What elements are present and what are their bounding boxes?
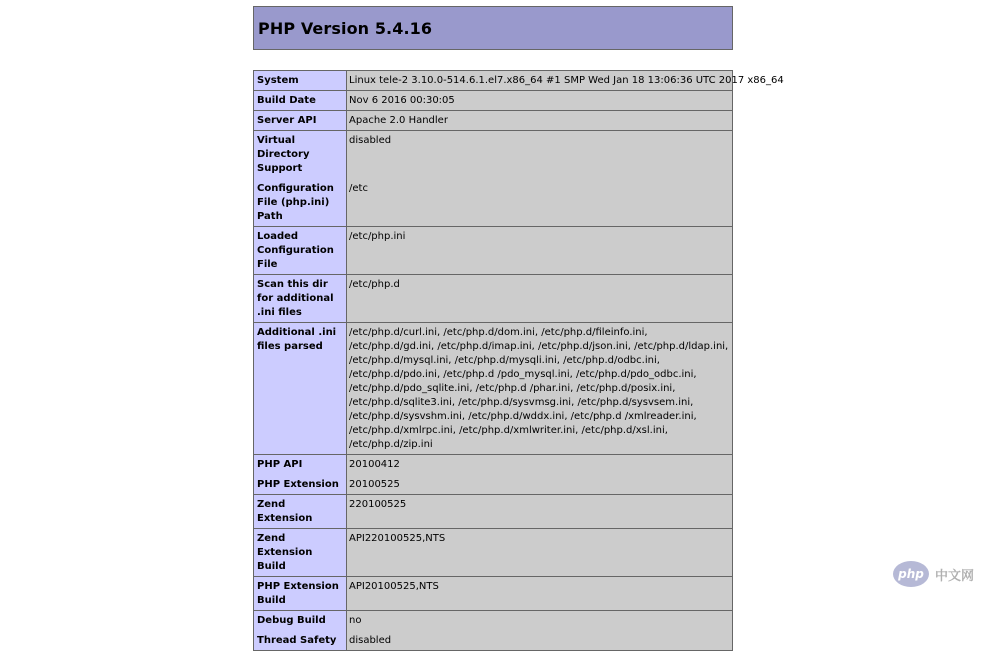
row-label: Thread Safety xyxy=(257,635,337,646)
row-label-group xyxy=(254,131,347,227)
row-value: Nov 6 2016 00:30:05 xyxy=(347,91,733,111)
row-label-group xyxy=(254,455,347,495)
row-value: no xyxy=(349,615,362,626)
row-label: Virtual Directory Support xyxy=(257,135,310,174)
row-label: Debug Build xyxy=(257,615,326,626)
row-value-group xyxy=(347,611,733,651)
row-value: disabled xyxy=(349,635,392,646)
info-table xyxy=(253,70,784,651)
table-row xyxy=(254,529,733,577)
table-row xyxy=(254,131,733,227)
table-row xyxy=(254,611,733,651)
version-header xyxy=(253,6,733,50)
table-row xyxy=(254,227,733,275)
row-value: 220100525 xyxy=(347,495,733,529)
table-row xyxy=(254,275,733,323)
row-label: PHP API xyxy=(257,459,303,470)
row-value: /etc/php.d/curl.ini, /etc/php.d/dom.ini, /etc/php.d/fileinfo.ini, /etc/php.d/gd.ini, /etc/php.d/imap.ini, /etc/php.d/json.ini, /etc/php.d/ldap.ini, /etc/php.d/mysql.ini, /etc/php.d/mysqli.ini, /etc/php.d/odbc.ini, /etc/php.d/pdo.ini, /etc/php.d /pdo_mysql.ini, /etc/php.d/pdo_odbc.ini, /etc/php.d/pdo_sqlite.ini, /etc/php.d /phar.ini, /etc/php.d/posix.ini, /etc/php.d/sqlite3.ini, /etc/php.d/sysvmsg.ini, /etc/php.d/sysvsem.ini, /etc/php.d/sysvshm.ini, /etc/php.d/wddx.ini, /etc/php.d /xmlreader.ini, /etc/php.d/xmlrpc.ini, /etc/php.d/xmlwriter.ini, /etc/php.d/xsl.ini, /etc/php.d/zip.ini xyxy=(347,323,733,455)
row-label: Zend Extension xyxy=(254,495,347,529)
row-label: Additional .ini files parsed xyxy=(254,323,347,455)
row-value-group xyxy=(347,131,733,227)
table-row xyxy=(254,111,733,131)
row-value: Apache 2.0 Handler xyxy=(347,111,733,131)
watermark-text: 中文网 xyxy=(935,568,975,584)
table-row xyxy=(254,323,733,455)
row-label: Scan this dir for additional .ini files xyxy=(254,275,347,323)
row-value: 20100412 xyxy=(349,459,400,470)
row-label: System xyxy=(254,71,347,91)
row-value: /etc xyxy=(349,183,368,194)
row-value: 20100525 xyxy=(349,479,400,490)
row-label: Loaded Configuration File xyxy=(254,227,347,275)
site-watermark xyxy=(893,561,974,587)
row-value: /etc/php.d xyxy=(347,275,733,323)
row-label-group xyxy=(254,611,347,651)
row-label: PHP Extension Build xyxy=(254,577,347,611)
table-row xyxy=(254,495,733,529)
row-label: Zend Extension Build xyxy=(254,529,347,577)
row-value: Linux tele-2 3.10.0-514.6.1.el7.x86_64 #1 SMP Wed Jan 18 13:06:36 UTC 2017 x86_64 xyxy=(347,71,733,91)
table-row xyxy=(254,455,733,495)
table-row xyxy=(254,91,733,111)
table-row xyxy=(254,577,733,611)
row-label: PHP Extension xyxy=(257,479,339,490)
row-label: Build Date xyxy=(254,91,347,111)
table-row xyxy=(254,71,733,91)
row-value: /etc/php.ini xyxy=(347,227,733,275)
row-value: disabled xyxy=(349,135,392,146)
row-value-group xyxy=(347,455,733,495)
page-title: PHP Version 5.4.16 xyxy=(258,18,433,38)
row-label: Server API xyxy=(254,111,347,131)
phpinfo-container xyxy=(253,6,784,646)
row-value: API220100525,NTS xyxy=(347,529,733,577)
row-value: API20100525,NTS xyxy=(347,577,733,611)
row-label: Configuration File (php.ini) Path xyxy=(257,183,334,222)
php-logo-icon: php xyxy=(893,561,929,587)
